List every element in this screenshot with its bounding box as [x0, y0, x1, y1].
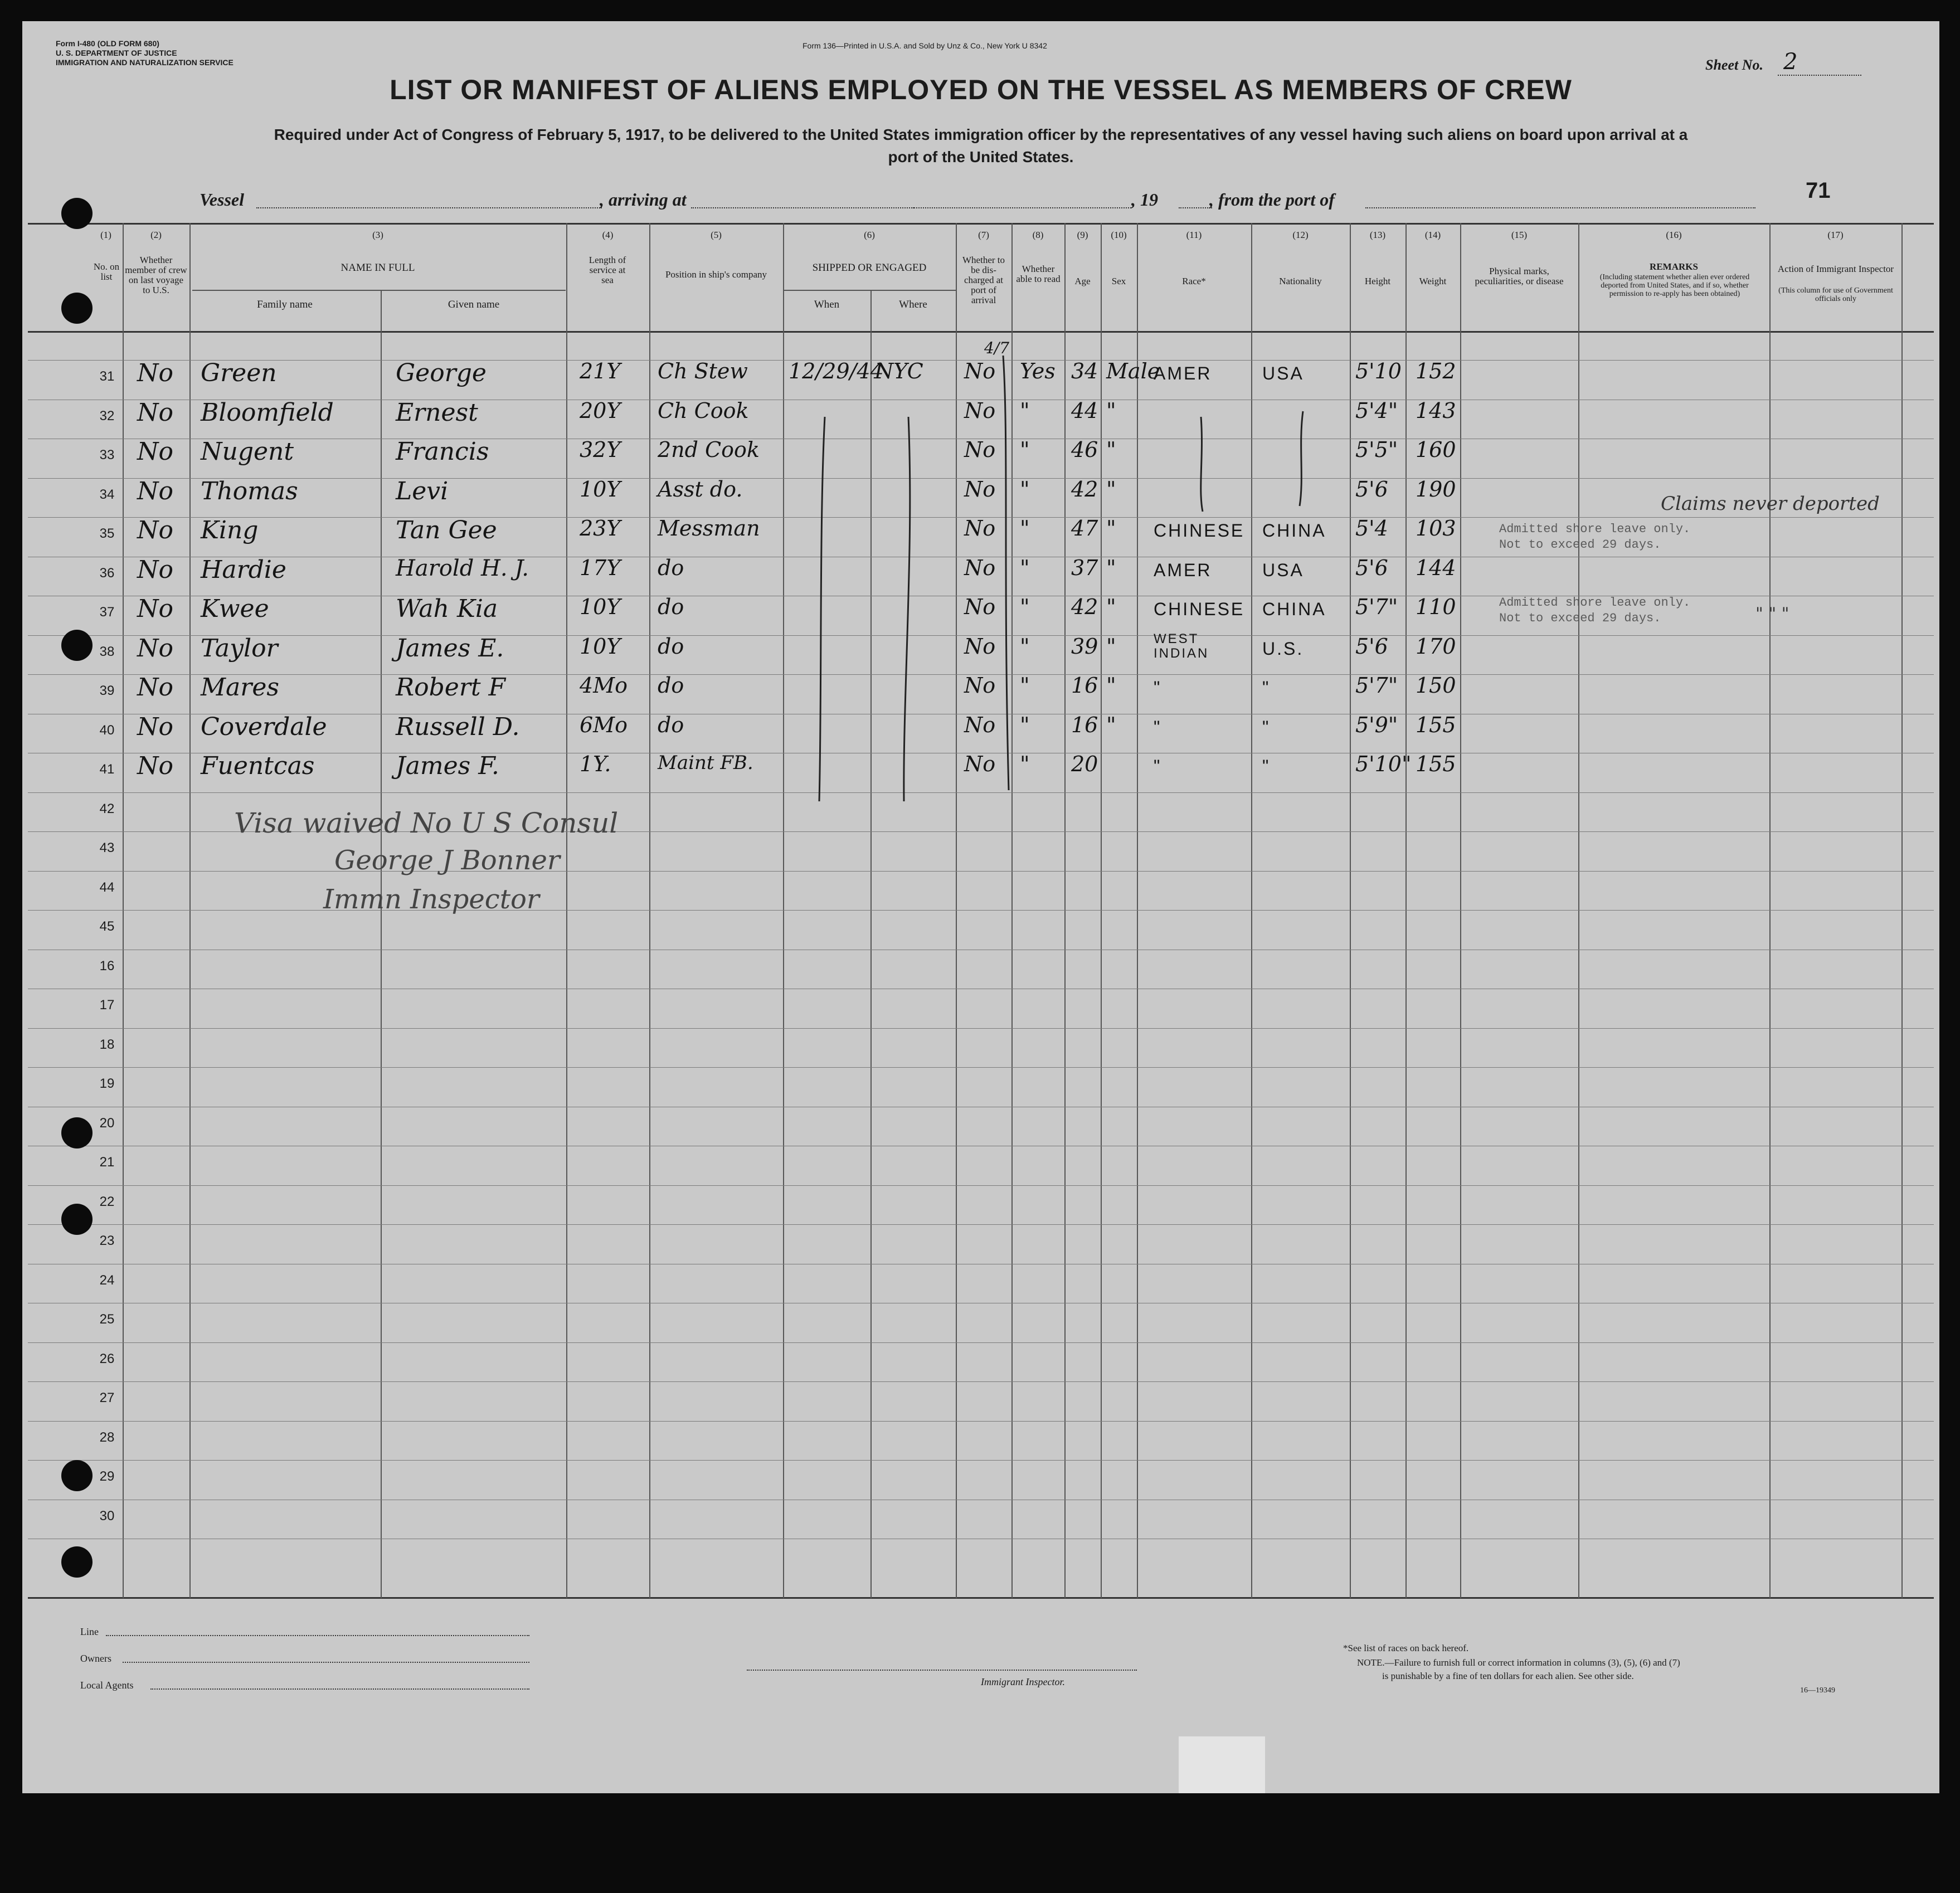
cell-discharged: No	[964, 634, 996, 659]
row-number: 35	[99, 526, 115, 541]
cell-read: "	[1020, 437, 1030, 462]
immigrant-inspector-label: Immigrant Inspector.	[981, 1676, 1065, 1687]
subtitle-line-1: Required under Act of Congress of February 5, 1917, to be delivered to the United States immigration officer by the representatives of any vessel having such aliens on board upon arrival at a	[274, 126, 1688, 143]
col-8-number: (8)	[1032, 230, 1044, 240]
remarks-note: (Including statement whether alien ever ordered deported from United States, and if so, whether permission to re-apply has been obtained)	[1599, 273, 1750, 298]
cell-weight: 143	[1416, 398, 1456, 423]
cell-race: WEST INDIAN	[1154, 631, 1209, 661]
cell-height: 5'5"	[1355, 437, 1398, 462]
col-6-header: SHIPPED OR ENGAGED	[812, 262, 927, 274]
cell-nationality: CHINA	[1262, 520, 1326, 541]
cell-service: 32Y	[580, 437, 621, 462]
col-15-header: Physical marks, peculiarities, or disease	[1475, 266, 1564, 286]
cell-sex: "	[1106, 398, 1116, 423]
form-number: Form I-480 (OLD FORM 680)	[56, 39, 159, 48]
col-8-header: Whether able to read	[1016, 264, 1061, 284]
cell-given: Levi	[396, 476, 449, 505]
row-number: 22	[99, 1194, 115, 1209]
cell-crew: No	[137, 476, 173, 505]
cell-height: 5'10	[1355, 359, 1402, 383]
shore-leave-stamp-1	[1499, 522, 1690, 553]
cell-given: James F.	[396, 752, 499, 780]
col-13-number: (13)	[1369, 230, 1386, 240]
cell-service: 21Y	[580, 359, 621, 383]
cell-when: 12/29/44	[789, 359, 884, 383]
cell-nationality: USA	[1262, 559, 1304, 580]
cell-discharged: No	[964, 437, 996, 462]
row-number: 32	[99, 408, 115, 424]
service-name: IMMIGRATION AND NATURALIZATION SERVICE	[56, 58, 234, 67]
col-11-number: (11)	[1186, 230, 1202, 240]
cell-position: Maint FB.	[658, 752, 753, 774]
row-number: 41	[99, 762, 115, 777]
cell-read: "	[1020, 476, 1030, 502]
cell-weight: 155	[1416, 712, 1456, 737]
row-number: 45	[99, 919, 115, 934]
col-17-header: Action of Immigrant Inspector	[1777, 264, 1894, 274]
col-10-header: Sex	[1111, 276, 1126, 286]
given-name-header: Given name	[448, 299, 500, 310]
cell-discharged: No	[964, 398, 996, 423]
cell-read: "	[1020, 712, 1030, 737]
cell-age: 42	[1071, 595, 1098, 619]
cell-nationality: CHINA	[1262, 599, 1326, 619]
page-number: 71	[1806, 178, 1831, 203]
cell-height: 5'6	[1355, 476, 1388, 502]
row-number: 44	[99, 879, 115, 895]
col-4-number: (4)	[602, 230, 614, 240]
cell-read: "	[1020, 516, 1030, 541]
cell-discharged: No	[964, 476, 996, 502]
col-4-header: Length of service at sea	[589, 255, 626, 285]
col-15-number: (15)	[1511, 230, 1528, 240]
cell-read: "	[1020, 595, 1030, 619]
stamp-line: Admitted shore leave only.	[1499, 522, 1691, 536]
cell-family: Green	[201, 359, 277, 387]
cell-weight: 152	[1416, 359, 1456, 383]
cell-read: "	[1020, 398, 1030, 423]
row-number: 37	[99, 605, 115, 620]
cell-family: Kwee	[201, 595, 269, 623]
ditto-remarks: " " "	[1755, 604, 1789, 624]
cell-discharged: No	[964, 516, 996, 541]
cell-age: 34	[1071, 359, 1098, 383]
cell-sex: "	[1106, 555, 1116, 580]
cell-weight: 170	[1416, 634, 1456, 659]
local-agents-field	[150, 1688, 529, 1690]
cell-position: Ch Stew	[658, 359, 748, 383]
col-13-header: Height	[1364, 276, 1391, 286]
row-number: 31	[99, 369, 115, 384]
fine-note-1: NOTE.—Failure to furnish full or correct information in columns (3), (5), (6) and (7)	[1357, 1657, 1680, 1668]
col-3-header: NAME IN FULL	[341, 262, 415, 274]
cell-family: Hardie	[201, 555, 286, 584]
punch-hole	[61, 198, 93, 229]
page-title: LIST OR MANIFEST OF ALIENS EMPLOYED ON THE VESSEL AS MEMBERS OF CREW	[390, 74, 1572, 105]
cell-read: "	[1020, 752, 1030, 776]
cell-age: 16	[1071, 712, 1098, 737]
cell-service: 1Y.	[580, 752, 611, 776]
cell-given: Wah Kia	[396, 595, 498, 623]
row-number: 30	[99, 1508, 115, 1524]
arriving-label: , arriving at	[600, 189, 687, 210]
line-field	[106, 1635, 529, 1636]
cell-discharged: No	[964, 752, 996, 776]
cell-age: 37	[1071, 555, 1098, 580]
cell-sex: "	[1106, 673, 1116, 698]
cell-given: James E.	[396, 634, 504, 663]
col-14-number: (14)	[1424, 230, 1441, 240]
cell-weight: 103	[1416, 516, 1456, 541]
punch-hole	[61, 1546, 93, 1578]
col-16-header: REMARKS	[1650, 261, 1698, 272]
cell-race: CHINESE	[1154, 520, 1245, 541]
cell-family: Coverdale	[201, 712, 327, 741]
cell-nationality: "	[1262, 678, 1271, 698]
line-label: Line	[80, 1626, 99, 1637]
punch-hole	[61, 630, 93, 661]
cell-sex: "	[1106, 634, 1116, 659]
cell-sex: "	[1106, 595, 1116, 619]
cell-age: 44	[1071, 398, 1098, 423]
cell-given: Harold H. J.	[396, 555, 529, 581]
row-number: 28	[99, 1429, 115, 1445]
col-2-number: (2)	[150, 230, 162, 240]
cell-sex: "	[1106, 712, 1116, 737]
cell-age: 42	[1071, 476, 1098, 502]
local-agents-label: Local Agents	[80, 1680, 134, 1691]
when-header: When	[814, 299, 840, 310]
owners-label: Owners	[80, 1653, 111, 1664]
col-7-header: Whether to be dis- charged at port of arrival	[962, 255, 1005, 305]
cell-position: Ch Cook	[658, 398, 749, 423]
col-5-header: Position in ship's company	[665, 269, 767, 280]
row-number: 40	[99, 722, 115, 738]
cell-nationality: "	[1262, 717, 1271, 737]
cell-service: 4Mo	[580, 673, 628, 698]
cell-crew: No	[137, 634, 173, 663]
cell-family: Bloomfield	[201, 398, 334, 427]
where-header: Where	[899, 299, 927, 310]
cell-age: 39	[1071, 634, 1098, 659]
cell-service: 10Y	[580, 476, 621, 502]
cell-height: 5'4"	[1355, 398, 1398, 423]
cell-crew: No	[137, 437, 173, 466]
cell-discharged: No	[964, 595, 996, 619]
inspector-name: George J Bonner	[334, 845, 560, 876]
cell-crew: No	[137, 712, 173, 741]
row-number: 33	[99, 447, 115, 463]
cell-height: 5'6	[1355, 634, 1388, 659]
cell-given: Ernest	[396, 398, 478, 427]
inspector-signature-line	[747, 1670, 1137, 1671]
form-code: 16—19349	[1800, 1686, 1835, 1695]
cell-family: King	[201, 516, 259, 544]
cell-position: do	[658, 634, 684, 659]
department-name: U. S. DEPARTMENT OF JUSTICE	[56, 48, 177, 57]
cell-position: do	[658, 555, 684, 580]
row-number: 23	[99, 1233, 115, 1248]
col-10-number: (10)	[1111, 230, 1127, 240]
cell-service: 10Y	[580, 634, 621, 659]
fine-note-2: is punishable by a fine of ten dollars for each alien. See other side.	[1382, 1671, 1634, 1681]
row-number: 38	[99, 644, 115, 659]
printer-line: Form 136—Printed in U.S.A. and Sold by Unz & Co., New York U 8342	[803, 41, 1047, 50]
cell-weight: 144	[1416, 555, 1456, 580]
cell-crew: No	[137, 595, 173, 623]
row-number: 25	[99, 1312, 115, 1327]
cell-discharged: No	[964, 359, 996, 383]
cell-discharged: No	[964, 673, 996, 698]
cell-race: "	[1154, 756, 1162, 776]
cell-crew: No	[137, 398, 173, 427]
cell-read: "	[1020, 673, 1030, 698]
sheet-number-value: 2	[1783, 49, 1798, 75]
ditto-strokes	[22, 21, 1939, 1793]
cell-given: Francis	[396, 437, 489, 466]
punch-hole	[61, 1204, 93, 1235]
cell-nationality: U.S.	[1262, 638, 1304, 659]
cell-service: 20Y	[580, 398, 621, 423]
cell-given: Robert F	[396, 673, 506, 702]
col-9-number: (9)	[1077, 230, 1088, 240]
cell-given: Tan Gee	[396, 516, 497, 544]
cell-position: Asst do.	[658, 476, 743, 502]
col-1-number: (1)	[100, 230, 111, 240]
year-label: , 19	[1131, 189, 1158, 210]
row-number: 27	[99, 1390, 115, 1405]
cell-age: 16	[1071, 673, 1098, 698]
col-1-header: No. on list	[93, 261, 120, 282]
col-9-header: Age	[1074, 276, 1091, 286]
cell-height: 5'7"	[1355, 673, 1398, 698]
cell-service: 23Y	[580, 516, 621, 541]
stamp-line: Not to exceed 29 days.	[1499, 538, 1661, 552]
cell-family: Fuentcas	[201, 752, 315, 780]
col-11-header: Race*	[1182, 276, 1206, 286]
cell-height: 5'7"	[1355, 595, 1398, 619]
cell-race: AMER	[1154, 363, 1212, 383]
cell-weight: 155	[1416, 752, 1456, 776]
col-17-number: (17)	[1827, 230, 1844, 240]
cell-crew: No	[137, 673, 173, 702]
cell-given: George	[396, 359, 487, 387]
cell-sex: "	[1106, 476, 1116, 502]
manifest-sheet	[22, 21, 1939, 1793]
row-number: 43	[99, 840, 115, 855]
shore-leave-stamp-2	[1499, 595, 1690, 626]
punch-hole	[61, 1460, 93, 1491]
cell-position: 2nd Cook	[658, 437, 760, 462]
sheet-number-label: Sheet No.	[1705, 57, 1763, 73]
cell-read: "	[1020, 555, 1030, 580]
cell-weight: 190	[1416, 476, 1456, 502]
cell-crew: No	[137, 516, 173, 544]
cell-position: do	[658, 673, 684, 698]
col-3-number: (3)	[372, 230, 383, 240]
cell-position: Messman	[658, 516, 760, 541]
cell-weight: 160	[1416, 437, 1456, 462]
cell-family: Thomas	[201, 476, 298, 505]
discharge-note: 4/7	[984, 339, 1010, 357]
inspector-note: (This column for use of Government officials only	[1778, 286, 1893, 303]
punch-hole	[61, 1117, 93, 1149]
cell-sex: Male	[1106, 359, 1160, 383]
row-number: 34	[99, 486, 115, 502]
row-number: 29	[99, 1469, 115, 1484]
cell-position: do	[658, 712, 684, 737]
col-2-header: Whether member of crew on last voyage to U.S.	[125, 255, 187, 295]
from-port-label: , from the port of	[1209, 189, 1335, 210]
claims-note: Claims never deported	[1661, 493, 1880, 515]
cell-height: 5'9"	[1355, 712, 1398, 737]
cell-family: Nugent	[201, 437, 294, 466]
cell-nationality: "	[1262, 756, 1271, 776]
row-number: 16	[99, 958, 115, 974]
tape-mark	[1179, 1736, 1265, 1793]
cell-race: "	[1154, 717, 1162, 737]
owners-field	[123, 1662, 529, 1663]
races-note: *See list of races on back hereof.	[1343, 1643, 1469, 1653]
cell-race: CHINESE	[1154, 599, 1245, 619]
cell-service: 17Y	[580, 555, 621, 580]
cell-weight: 110	[1416, 595, 1456, 619]
stamp-line: Admitted shore leave only.	[1499, 596, 1691, 610]
col-12-number: (12)	[1292, 230, 1309, 240]
cell-weight: 150	[1416, 673, 1456, 698]
col-12-header: Nationality	[1279, 276, 1322, 286]
row-number: 18	[99, 1036, 115, 1052]
row-number: 26	[99, 1351, 115, 1366]
cell-age: 46	[1071, 437, 1098, 462]
cell-height: 5'4	[1355, 516, 1388, 541]
visa-waived-note: Visa waived No U S Consul	[234, 807, 619, 839]
row-number: 36	[99, 565, 115, 581]
row-number: 17	[99, 997, 115, 1013]
cell-where: NYC	[875, 359, 923, 383]
cell-read: "	[1020, 634, 1030, 659]
inspector-title: Immn Inspector	[323, 884, 539, 915]
row-number: 42	[99, 801, 115, 816]
row-number: 39	[99, 683, 115, 698]
cell-sex: "	[1106, 516, 1116, 541]
cell-read: Yes	[1020, 359, 1056, 383]
cell-crew: No	[137, 555, 173, 584]
cell-service: 6Mo	[580, 712, 628, 737]
cell-family: Mares	[201, 673, 279, 702]
row-number: 19	[99, 1076, 115, 1091]
cell-discharged: No	[964, 712, 996, 737]
cell-crew: No	[137, 752, 173, 780]
cell-family: Taylor	[201, 634, 278, 663]
cell-sex: "	[1106, 437, 1116, 462]
stamp-line: Not to exceed 29 days.	[1499, 611, 1661, 625]
row-number: 20	[99, 1115, 115, 1131]
cell-age: 20	[1071, 752, 1098, 776]
subtitle-line-2: port of the United States.	[888, 148, 1074, 166]
cell-crew: No	[137, 359, 173, 387]
col-6-number: (6)	[864, 230, 875, 240]
cell-service: 10Y	[580, 595, 621, 619]
cell-race: AMER	[1154, 559, 1212, 580]
punch-hole	[61, 293, 93, 324]
vessel-label: Vessel	[200, 189, 244, 210]
cell-race: "	[1154, 678, 1162, 698]
col-5-number: (5)	[711, 230, 722, 240]
row-number: 21	[99, 1155, 115, 1170]
cell-given: Russell D.	[396, 712, 520, 741]
cell-height: 5'10"	[1355, 752, 1412, 776]
col-16-number: (16)	[1666, 230, 1682, 240]
cell-position: do	[658, 595, 684, 619]
row-number: 24	[99, 1272, 115, 1288]
cell-nationality: USA	[1262, 363, 1304, 383]
cell-age: 47	[1071, 516, 1098, 541]
col-7-number: (7)	[978, 230, 989, 240]
family-name-header: Family name	[257, 299, 313, 310]
col-14-header: Weight	[1419, 276, 1447, 286]
cell-discharged: No	[964, 555, 996, 580]
cell-height: 5'6	[1355, 555, 1388, 580]
